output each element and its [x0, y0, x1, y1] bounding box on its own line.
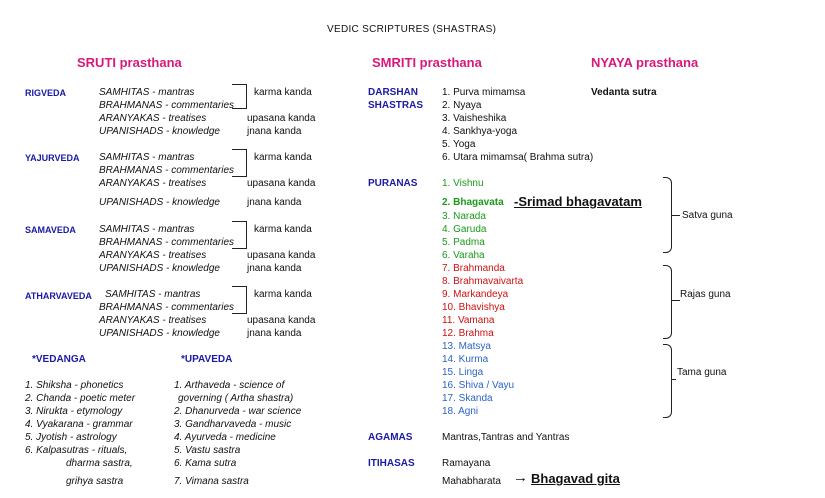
veda-row: ARANYAKAS - treatises: [99, 113, 207, 124]
purana-item: 12. Brahma: [442, 328, 494, 339]
purana-item: 2. Bhagavata: [442, 197, 504, 208]
vedanga-item: grihya sastra: [66, 476, 124, 487]
veda-name: SAMAVEDA: [25, 225, 76, 235]
tama-brace: [663, 344, 672, 418]
veda-name: RIGVEDA: [25, 88, 67, 98]
darshan-label: SHASTRAS: [368, 100, 424, 111]
vedanga-title: *VEDANGA: [32, 354, 86, 365]
kanda-label: upasana kanda: [247, 315, 316, 326]
kanda-label: jnana kanda: [247, 328, 302, 339]
veda-row: ARANYAKAS - treatises: [99, 178, 207, 189]
purana-item: 13. Matsya: [442, 341, 491, 352]
purana-item: 7. Brahmanda: [442, 263, 505, 274]
veda-row: BRAHMANAS - commentaries: [99, 302, 235, 313]
darshan-item: 5. Yoga: [442, 139, 476, 150]
kanda-label: jnana kanda: [247, 263, 302, 274]
darshan-item: 4. Sankhya-yoga: [442, 126, 518, 137]
page-title: VEDIC SCRIPTURES (SHASTRAS): [327, 24, 497, 35]
darshan-item: 6. Utara mimamsa( Brahma sutra): [442, 152, 594, 163]
vedanga-item: 3. Nirukta - etymology: [25, 406, 123, 417]
upaveda-item: 4. Ayurveda - medicine: [174, 432, 276, 443]
vedanga-item: 4. Vyakarana - grammar: [25, 419, 133, 430]
veda-row: UPANISHADS - knowledge: [99, 126, 220, 137]
kanda-label: karma kanda: [254, 289, 312, 300]
guna-label: Tama guna: [677, 367, 727, 378]
vedanga-item: 1. Shiksha - phonetics: [25, 380, 124, 391]
itihasa-item: Ramayana: [442, 458, 491, 469]
purana-item: 11. Vamana: [442, 315, 495, 326]
kanda-label: upasana kanda: [247, 178, 316, 189]
srimad-bhagavatam: -Srimad bhagavatam: [514, 194, 642, 209]
darshan-item: 1. Purva mimamsa: [442, 87, 526, 98]
veda-row: ARANYAKAS - treatises: [99, 315, 207, 326]
kanda-label: karma kanda: [254, 224, 312, 235]
purana-item: 14. Kurma: [442, 354, 489, 365]
rajas-brace: [663, 265, 672, 339]
karma-bracket: [232, 84, 247, 109]
veda-row: BRAHMANAS - commentaries: [99, 165, 235, 176]
agamas-label: AGAMAS: [368, 432, 413, 443]
veda-row: UPANISHADS - knowledge: [99, 197, 220, 208]
veda-row: UPANISHADS - knowledge: [99, 263, 220, 274]
vedanga-item: 5. Jyotish - astrology: [25, 432, 117, 443]
veda-name: ATHARVAVEDA: [25, 291, 92, 301]
purana-item: 10. Bhavishya: [442, 302, 505, 313]
smriti-heading: SMRITI prasthana: [372, 55, 482, 70]
purana-item: 17. Skanda: [442, 393, 493, 404]
upaveda-item: 2. Dhanurveda - war science: [174, 406, 302, 417]
vedanga-item: dharma sastra,: [66, 458, 133, 469]
purana-item: 3. Narada: [442, 211, 486, 222]
veda-row: ARANYAKAS - treatises: [99, 250, 207, 261]
vedanga-item: 6. Kalpasutras - rituals,: [25, 445, 128, 456]
veda-row: SAMHITAS - mantras: [99, 87, 195, 98]
vedanta-sutra: Vedanta sutra: [591, 87, 657, 98]
karma-bracket: [232, 149, 247, 177]
itihasa-item: Mahabharata: [442, 476, 501, 487]
kanda-label: jnana kanda: [247, 126, 302, 137]
guna-label: Rajas guna: [680, 289, 731, 300]
darshan-item: 2. Nyaya: [442, 100, 482, 111]
upaveda-item: 1. Arthaveda - science of: [174, 380, 285, 391]
purana-item: 1. Vishnu: [442, 178, 484, 189]
karma-bracket: [232, 286, 247, 314]
upaveda-title: *UPAVEDA: [181, 354, 233, 365]
itihasas-label: ITIHASAS: [368, 458, 415, 469]
upaveda-item: 5. Vastu sastra: [174, 445, 241, 456]
kanda-label: karma kanda: [254, 87, 312, 98]
arrow-icon: →: [513, 469, 528, 486]
purana-item: 15. Linga: [442, 367, 484, 378]
rajas-brace-tick: [672, 300, 680, 301]
sruti-heading: SRUTI prasthana: [77, 55, 182, 70]
veda-row: SAMHITAS - mantras: [99, 152, 195, 163]
veda-name: YAJURVEDA: [25, 153, 80, 163]
kanda-label: karma kanda: [254, 152, 312, 163]
agamas-text: Mantras,Tantras and Yantras: [442, 432, 570, 443]
darshan-label: DARSHAN: [368, 87, 418, 98]
nyaya-heading: NYAYA prasthana: [591, 55, 699, 70]
purana-item: 16. Shiva / Vayu: [442, 380, 515, 391]
veda-row: BRAHMANAS - commentaries: [99, 237, 235, 248]
purana-item: 9. Markandeya: [442, 289, 509, 300]
kanda-label: upasana kanda: [247, 113, 316, 124]
kanda-label: jnana kanda: [247, 197, 302, 208]
satva-brace: [663, 177, 672, 253]
veda-row: SAMHITAS - mantras: [105, 289, 201, 300]
bhagavad-gita: Bhagavad gita: [531, 471, 620, 486]
veda-row: UPANISHADS - knowledge: [99, 328, 220, 339]
guna-label: Satva guna: [682, 210, 733, 221]
vedanga-item: 2. Chanda - poetic meter: [25, 393, 136, 404]
veda-row: SAMHITAS - mantras: [99, 224, 195, 235]
tama-brace-tick: [672, 379, 676, 380]
purana-item: 6. Varaha: [442, 250, 485, 261]
satva-brace-tick: [672, 215, 680, 216]
purana-item: 8. Brahmavaivarta: [442, 276, 524, 287]
karma-bracket: [232, 221, 247, 249]
puranas-label: PURANAS: [368, 178, 418, 189]
purana-item: 5. Padma: [442, 237, 485, 248]
upaveda-item: 6. Kama sutra: [174, 458, 237, 469]
kanda-label: upasana kanda: [247, 250, 316, 261]
darshan-item: 3. Vaisheshika: [442, 113, 507, 124]
purana-item: 18. Agni: [442, 406, 479, 417]
purana-item: 4. Garuda: [442, 224, 487, 235]
upaveda-item: governing ( Artha shastra): [178, 393, 294, 404]
upaveda-item: 7. Vimana sastra: [174, 476, 249, 487]
upaveda-item: 3. Gandharvaveda - music: [174, 419, 292, 430]
veda-row: BRAHMANAS - commentaries: [99, 100, 235, 111]
